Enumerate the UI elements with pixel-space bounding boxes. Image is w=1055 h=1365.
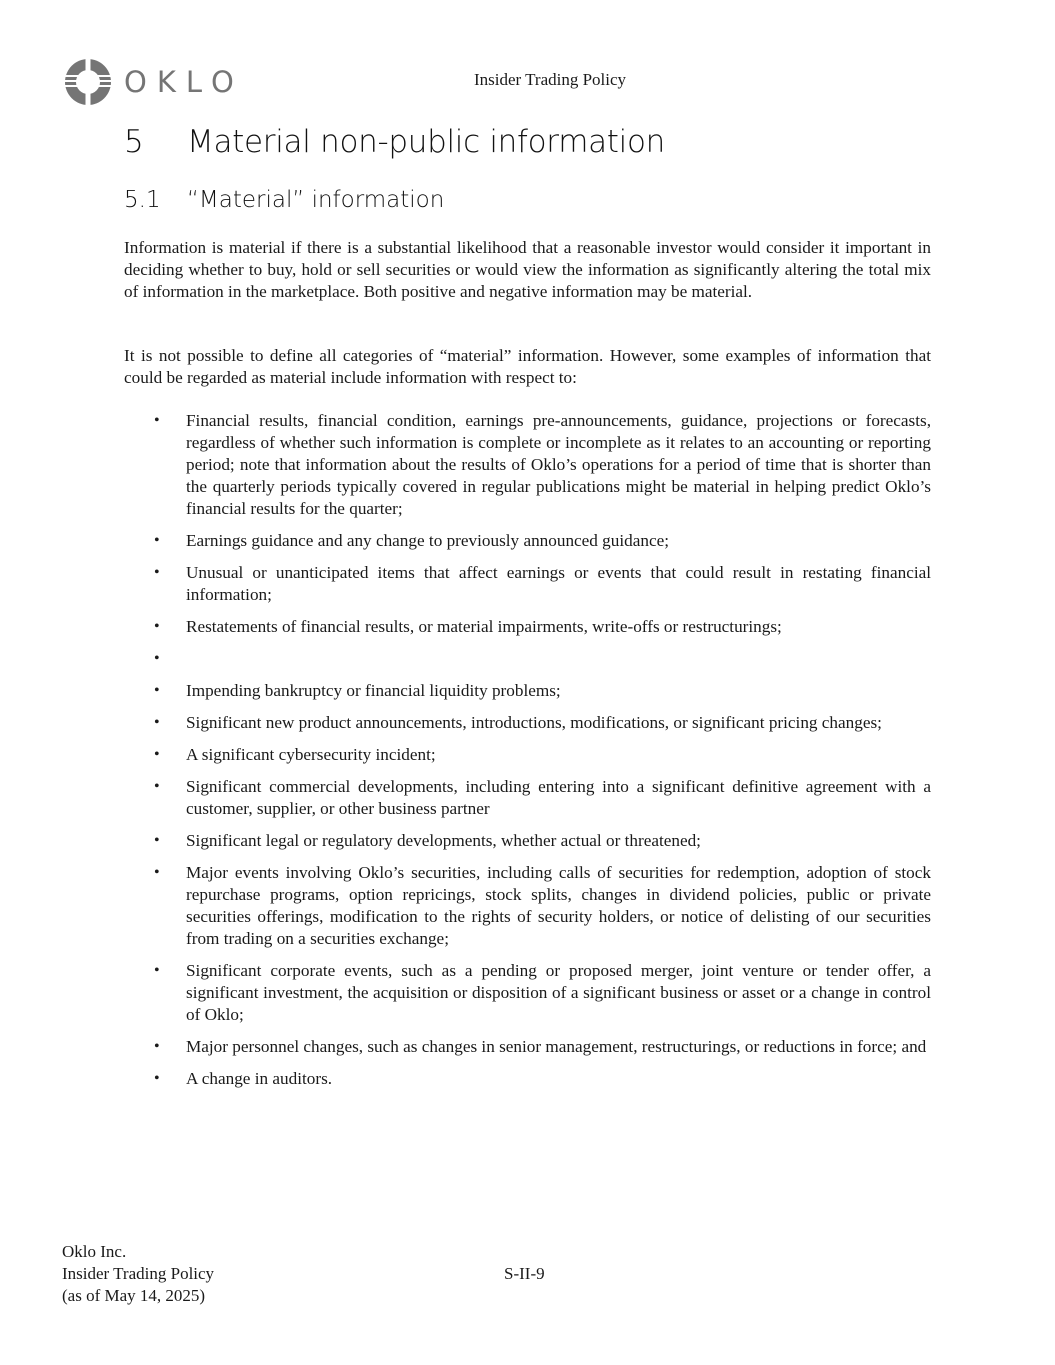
list-item [124,616,931,638]
bullet-icon: • [154,412,160,429]
list-item [124,960,931,1026]
paragraph-examples-intro: It is not possible to define all categories of “material” information. However, some examples of information that could be regarded as material include information with respect to: [124,346,931,387]
bullet-icon: • [154,532,160,549]
bullet-icon: • [154,650,160,667]
section-heading [124,124,665,160]
list-item-text: Major personnel changes, such as changes in senior management, restructurings, or reductions in force; and [186,1037,927,1056]
bullet-icon: • [154,778,160,795]
list-item [124,862,931,950]
footer-company: Oklo Inc. [62,1242,127,1261]
logo-wordmark: OKLO [124,64,244,99]
footer-info [62,1241,214,1307]
footer-document-title: Insider Trading Policy [62,1264,215,1283]
bullet-icon: • [154,962,160,979]
bullet-icon: • [154,682,160,699]
bullet-icon: • [154,832,160,849]
list-item-text: Impending bankruptcy or financial liquidity problems; [186,681,561,700]
list-item [124,776,931,820]
subsection-title: “Material” information [187,187,445,213]
bullet-icon: • [154,714,160,731]
list-item-text: Significant commercial developments, including entering into a significant definitive agreement with a customer, supplier, or other business partner [186,777,931,818]
material-info-examples-list [124,410,931,1100]
list-item [124,712,931,734]
section-number: 5 [124,124,144,160]
paragraph-definition: Information is material if there is a substantial likelihood that a reasonable investor would consider it important in deciding whether to buy, hold or sell securities or would view the information as significantly altering the total mix of information in the marketplace. Both positive and negative information may be material. [124,238,931,301]
footer-as-of-date: (as of May 14, 2025) [62,1286,206,1305]
subsection-number: 5.1 [124,187,161,213]
list-item-text: Significant new product announcements, introductions, modifications, or significant pricing changes; [186,713,882,732]
list-item-text: Significant legal or regulatory developments, whether actual or threatened; [186,831,701,850]
bullet-icon: • [154,864,160,881]
list-item-text: Financial results, financial condition, earnings pre-announcements, guidance, projections or forecasts, regardless of whether such information is complete or incomplete as it relates to an accounting or reporting period; note that information about the results of Oklo’s operations for a period of time that is shorter than the quarterly periods typically covered in regular publications might be material in helping predict Oklo’s financial results for the quarter; [186,411,931,518]
bullet-icon: • [154,618,160,635]
list-item [124,1036,931,1058]
list-item-text: A change in auditors. [186,1069,333,1088]
page-number: S-II-9 [504,1264,545,1283]
list-item-text: Significant corporate events, such as a pending or proposed merger, joint venture or tender offer, a significant investment, the acquisition or disposition of a significant business or asset or a change in control of Oklo; [186,961,931,1024]
bullet-icon: • [154,564,160,581]
list-item-text: Major events involving Oklo’s securities, including calls of securities for redemption, adoption of stock repurchase programs, option repricings, stock splits, changes in dividend policies, public or private securities offerings, modification to the rights of security holders, or notice of delisting of our securities from trading on a securities exchange; [186,863,931,948]
list-item [124,830,931,852]
list-item-text: Unusual or unanticipated items that affect earnings or events that could result in restating financial information; [186,563,931,604]
bullet-icon: • [154,1070,160,1087]
list-item [124,744,931,766]
list-item-text: Earnings guidance and any change to previously announced guidance; [186,531,669,550]
list-item-text: Restatements of financial results, or material impairments, write-offs or restructurings; [186,617,782,636]
bullet-icon: • [154,746,160,763]
list-item-text: A significant cybersecurity incident; [186,745,436,764]
running-header-title: Insider Trading Policy [473,70,627,89]
list-item-empty [124,648,931,670]
section-title: Material non-public information [187,124,665,160]
bullet-icon: • [154,1038,160,1055]
list-item [124,530,931,552]
list-item [124,410,931,520]
list-item [124,562,931,606]
list-item [124,1068,931,1090]
subsection-heading [124,187,444,213]
list-item [124,680,931,702]
